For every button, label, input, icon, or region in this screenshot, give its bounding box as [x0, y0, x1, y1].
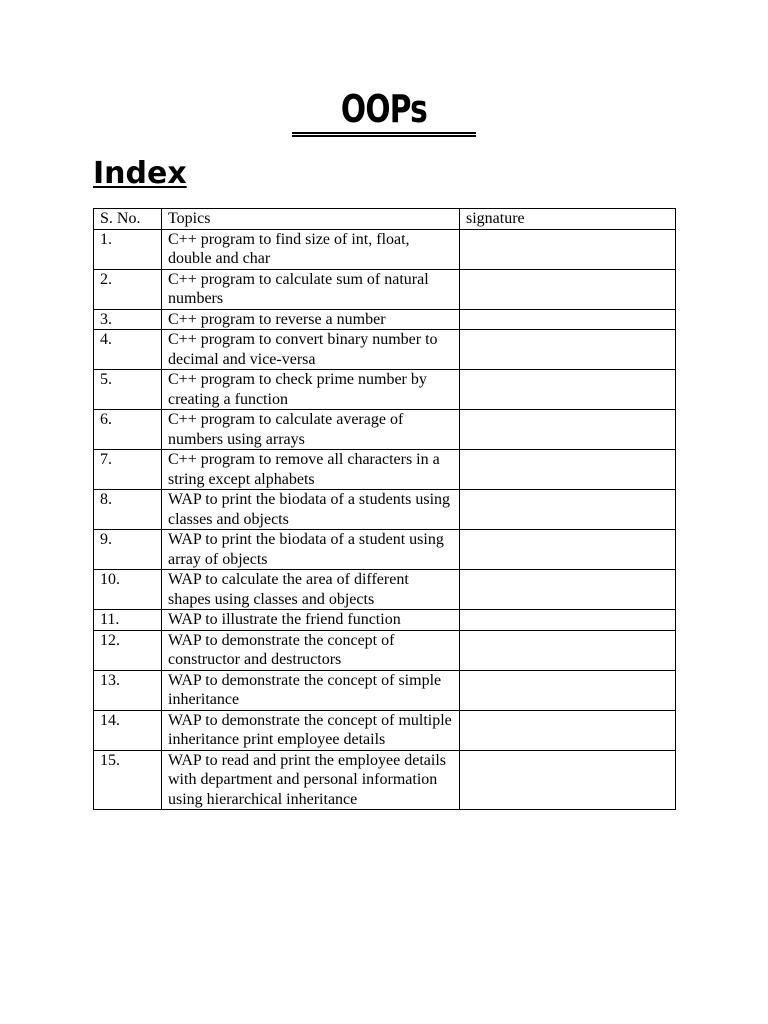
topic-cell: WAP to print the biodata of a student using array of objects [162, 530, 460, 570]
sno-cell: 15. [94, 750, 162, 810]
topic-cell: WAP to print the biodata of a students using classes and objects [162, 490, 460, 530]
signature-cell [460, 530, 676, 570]
signature-cell [460, 370, 676, 410]
table-row [94, 490, 676, 530]
title-underline [292, 132, 476, 137]
sno-cell: 8. [94, 490, 162, 530]
header-sno: S. No. [94, 209, 162, 230]
topic-cell: C++ program to reverse a number [162, 309, 460, 330]
topic-cell: WAP to read and print the employee details with department and personal information using hierarchical inheritance [162, 750, 460, 810]
signature-cell [460, 630, 676, 670]
table-row [94, 670, 676, 710]
signature-cell [460, 410, 676, 450]
sno-cell: 1. [94, 229, 162, 269]
topic-cell: WAP to calculate the area of different shapes using classes and objects [162, 570, 460, 610]
topic-cell: C++ program to check prime number by creating a function [162, 370, 460, 410]
sno-cell: 2. [94, 269, 162, 309]
signature-cell [460, 490, 676, 530]
signature-cell [460, 610, 676, 631]
topic-cell: C++ program to calculate sum of natural numbers [162, 269, 460, 309]
table-row [94, 710, 676, 750]
topic-cell: C++ program to remove all characters in a string except alphabets [162, 450, 460, 490]
sno-cell: 6. [94, 410, 162, 450]
table-row [94, 570, 676, 610]
topic-cell: C++ program to find size of int, float, double and char [162, 229, 460, 269]
signature-cell [460, 330, 676, 370]
signature-cell [460, 450, 676, 490]
sno-cell: 5. [94, 370, 162, 410]
table-row [94, 610, 676, 631]
sno-cell: 3. [94, 309, 162, 330]
table-row [94, 309, 676, 330]
table-row [94, 330, 676, 370]
topic-cell: WAP to demonstrate the concept of constructor and destructors [162, 630, 460, 670]
page-title: OOPs [340, 87, 428, 131]
table-row [94, 410, 676, 450]
sno-cell: 12. [94, 630, 162, 670]
table-header-row [94, 209, 676, 230]
signature-cell [460, 269, 676, 309]
topic-cell: WAP to illustrate the friend function [162, 610, 460, 631]
header-topics: Topics [162, 209, 460, 230]
table-row [94, 450, 676, 490]
index-heading: Index [93, 156, 187, 191]
topic-cell: WAP to demonstrate the concept of simple inheritance [162, 670, 460, 710]
sno-cell: 14. [94, 710, 162, 750]
sno-cell: 13. [94, 670, 162, 710]
table-body [94, 229, 676, 810]
signature-cell [460, 309, 676, 330]
sno-cell: 4. [94, 330, 162, 370]
table-row [94, 750, 676, 810]
signature-cell [460, 750, 676, 810]
sno-cell: 10. [94, 570, 162, 610]
signature-cell [460, 570, 676, 610]
table-row [94, 530, 676, 570]
signature-cell [460, 670, 676, 710]
sno-cell: 11. [94, 610, 162, 631]
sno-cell: 9. [94, 530, 162, 570]
sno-cell: 7. [94, 450, 162, 490]
topic-cell: C++ program to calculate average of numbers using arrays [162, 410, 460, 450]
topic-cell: C++ program to convert binary number to decimal and vice-versa [162, 330, 460, 370]
table-row [94, 269, 676, 309]
table-row [94, 630, 676, 670]
table-row [94, 370, 676, 410]
signature-cell [460, 710, 676, 750]
signature-cell [460, 229, 676, 269]
header-signature: signature [460, 209, 676, 230]
index-table [93, 208, 676, 810]
table-row [94, 229, 676, 269]
topic-cell: WAP to demonstrate the concept of multiple inheritance print employee details [162, 710, 460, 750]
